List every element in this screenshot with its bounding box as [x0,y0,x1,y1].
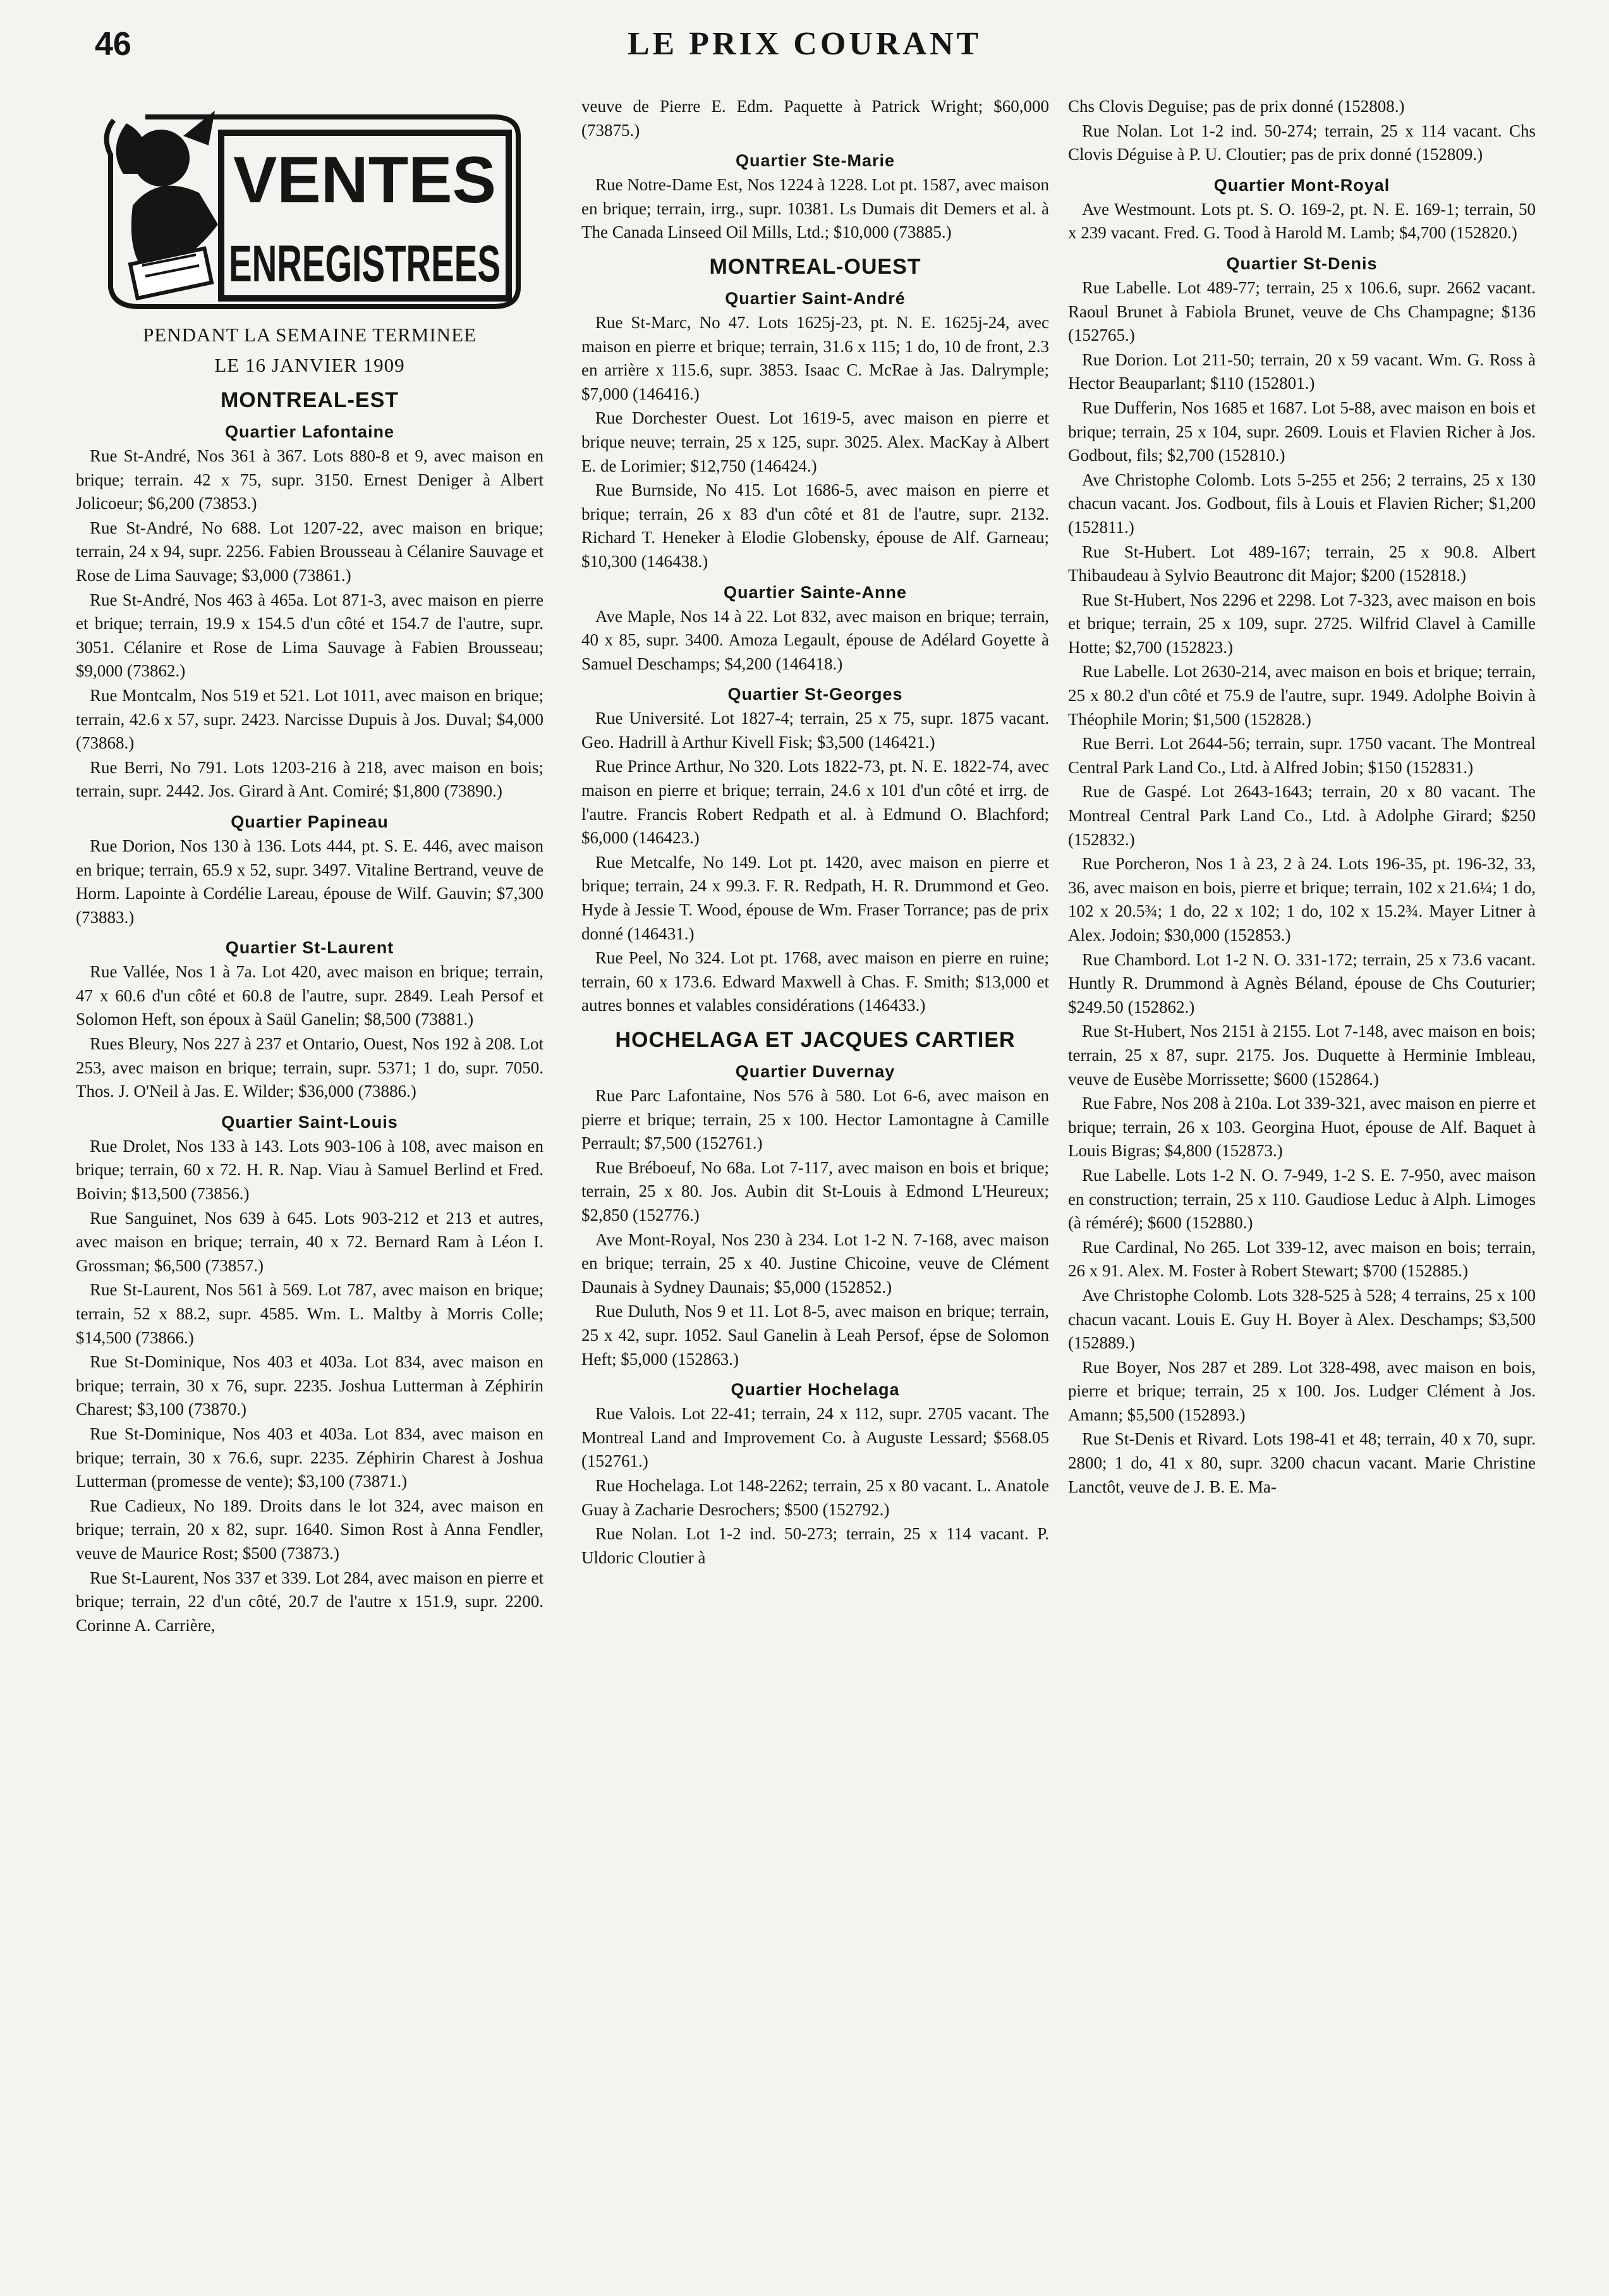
sale-entry: Rue St-Denis et Rivard. Lots 198-41 et 48; terrain, 40 x 70, supr. 2800; 1 do, 41 x 80, supr. 3200 chacun vacant. Marie Christine Lanctôt, veuve de J. B. E. Ma- [1068,1429,1536,1496]
sale-entry: Rue Nolan. Lot 1-2 ind. 50-273; terrain, 25 x 114 vacant. P. Uldoric Cloutier à [581,1524,1049,1567]
sale-entry: Rue Dorion, Nos 130 à 136. Lots 444, pt. S. E. 446, avec maison en brique; terrain, 65.9 x 52, supr. 3497. Vitaline Bertrand, veuve de Horm. Lapointe à Cordélie Lareau, épouse de Wilf. Gauvin; $7,300 (73883.) [76,836,543,927]
sale-entry-continued: veuve de Pierre E. Edm. Paquette à Patrick Wright; $60,000 (73875.) [581,97,1049,140]
district-heading: Quartier Mont-Royal [1213,175,1390,195]
sale-entry: Rue Labelle. Lots 1-2 N. O. 7-949, 1-2 S. E. 7-950, avec maison en construction; terrain, 25 x 110. Gaudiose Leduc à Alph. Limoges (à réméré); $600 (152880.) [1068,1165,1536,1233]
period-line-2: LE 16 JANVIER 1909 [214,354,405,376]
sale-entry: Rue St-André, No 688. Lot 1207-22, avec maison en brique; terrain, 24 x 94, supr. 2256. Fabien Brousseau à Célanire Sauvage et Rose de Lima Sauvage; $3,000 (73861.) [76,518,543,585]
column-1-body [76,387,543,1637]
sale-entry: Rue Université. Lot 1827-4; terrain, 25 x 75, supr. 1875 vacant. Geo. Hadrill à Arthur Kivell Fisk; $3,500 (146421.) [581,709,1049,752]
sale-entry: Rue Labelle. Lot 2630-214, avec maison en bois et brique; terrain, 25 x 80.2 d'un côté et 75.9 de l'autre, supr. 1949. Adolphe Boivin à Théophile Morin; $1,500 (152828.) [1068,662,1536,729]
sale-entry: Rue Berri. Lot 2644-56; terrain, supr. 1750 vacant. The Montreal Central Park Land Co., Ltd. à Alfred Jobin; $150 (152831.) [1068,734,1536,777]
sale-entry: Rue Porcheron, Nos 1 à 23, 2 à 24. Lots 196-35, pt. 196-32, 33, 36, avec maison en bois, pierre et brique; terrain, 102 x 21.6¼; 1 do, 102 x 20.5¾; 1 do, 22 x 102; 1 do, 102 x 15.2¾. Mayer Litner à Alex. Jodoin; $30,000 (152853.) [1068,854,1536,944]
district-heading: Quartier Ste-Marie [735,151,896,171]
sale-entry: Rue St-Hubert, Nos 2296 et 2298. Lot 7-323, avec maison en bois et brique; terrain, 25 x 109, supr. 2725. Wilfrid Clavel à Camille Hotte; $2,700 (152823.) [1068,590,1536,657]
writing-hand-icon [88,98,531,316]
section-heading: HOCHELAGA ET JACQUES CARTIER [615,1028,1016,1052]
sale-entry: Rue Montcalm, Nos 519 et 521. Lot 1011, avec maison en brique; terrain, 42.6 x 57, supr. 2423. Narcisse Dupuis à Jos. Duval; $4,000 (73868.) [76,685,543,753]
sale-entry: Rue Peel, No 324. Lot pt. 1768, avec maison en pierre en ruine; terrain, 60 x 173.6. Edward Maxwell à Chas. F. Smith; $13,000 et autres bonnes et valables considérations (146433.) [581,948,1049,1015]
running-title: LE PRIX COURANT [627,26,982,62]
sale-entry: Ave Mont-Royal, Nos 230 à 234. Lot 1-2 N. 7-168, avec maison en brique; terrain, 25 x 40. Justine Chicoine, veuve de Clément Daunais à Sydney Daunais; $5,000 (152852.) [581,1230,1049,1297]
column-3 [1068,95,1536,2276]
sale-entry: Rue St-Marc, No 47. Lots 1625j-23, pt. N. E. 1625j-24, avec maison en pierre et brique; terrain, 31.6 x 115; 1 do, 10 de front, 2.3 en arrière x 115.6, supr. 3853. Isaac C. McRae à Jas. Dalrymple; $7,000 (146416.) [581,312,1049,403]
sale-entry: Ave Maple, Nos 14 à 22. Lot 832, avec maison en brique; terrain, 40 x 85, supr. 3400. Amoza Legault, épouse de Adélard Goyette à Samuel Deschamps; $4,200 (146418.) [581,606,1049,673]
sale-entry: Rue Chambord. Lot 1-2 N. O. 331-172; terrain, 25 x 73.6 vacant. Huntly R. Drummond à Agnès Béland, épouse de Chs Couturier; $249.50 (152862.) [1068,950,1536,1017]
sale-entry: Rue Drolet, Nos 133 à 143. Lots 903-106 à 108, avec maison en brique; terrain, 60 x 72. H. R. Nap. Viau à Samuel Berlind et Fred. Boivin; $13,500 (73856.) [76,1136,543,1204]
sale-entry: Rue Labelle. Lot 489-77; terrain, 25 x 106.6, supr. 2662 vacant. Raoul Brunet à Fabiola Brunet, veuve de Chs Champagne; $136 (152765.) [1068,278,1536,345]
sale-entry: Rue Nolan. Lot 1-2 ind. 50-274; terrain, 25 x 114 vacant. Chs Clovis Déguise à P. U. Cloutier; pas de prix donné (152809.) [1068,121,1536,164]
section-heading: MONTREAL-OUEST [709,254,921,279]
district-heading: Quartier Hochelaga [731,1380,900,1400]
sale-entry: Rue Vallée, Nos 1 à 7a. Lot 420, avec maison en brique; terrain, 47 x 60.6 d'un côté et 60.8 de l'autre, supr. 2849. Leah Persof et Solomon Heft, son époux à Saül Ganelin; $8,500 (73881.) [76,962,543,1029]
sale-entry: Rue Metcalfe, No 149. Lot pt. 1420, avec maison en pierre et brique; terrain, 24 x 99.3. F. R. Redpath, H. R. Drummond et Geo. Hyde à Jessie T. Wood, épouse de Wm. Fraser Torrance; pas de prix donné (146431.) [581,852,1049,943]
sale-entry: Rue Notre-Dame Est, Nos 1224 à 1228. Lot pt. 1587, avec maison en brique; terrain, irrg., supr. 10381. Ls Dumais dit Demers et al. à The Canada Linseed Oil Mills, Ltd.; $10,000 (73885.) [581,175,1049,242]
page-number: 46 [95,26,131,63]
sale-entry: Rue Cadieux, No 189. Droits dans le lot 324, avec maison en brique; terrain, 20 x 82, supr. 1640. Simon Rost à Anna Fendler, veuve de Maurice Rost; $500 (73873.) [76,1496,543,1563]
sale-entry: Rue Valois. Lot 22-41; terrain, 24 x 112, supr. 2705 vacant. The Montreal Land and Improvement Co. à Auguste Lessard; $568.05 (152761.) [581,1404,1049,1471]
sale-entry: Rue Sanguinet, Nos 639 à 645. Lots 903-212 et 213 et autres, avec maison en brique; terrain, 40 x 72. Bernard Ram à Léon I. Grossman; $6,500 (73857.) [76,1208,543,1275]
logo-line-2: ENREGISTREES [229,235,501,293]
section-heading: MONTREAL-EST [220,388,399,412]
sale-entry: Rue Dorchester Ouest. Lot 1619-5, avec maison en pierre et brique neuve; terrain, 25 x 125, supr. 3025. Alex. MacKay à Albert E. de Lorimier; $12,750 (146424.) [581,408,1049,475]
sale-entry: Rue St-André, Nos 463 à 465a. Lot 871-3, avec maison en pierre et brique; terrain, 19.9 x 154.5 d'un côté et 154.7 de l'autre, supr. 3051. Célanire et Rose de Lima Sauvage à Fabien Brousseau; $9,000 (73862.) [76,590,543,681]
sale-entry: Rue Dufferin, Nos 1685 et 1687. Lot 5-88, avec maison en bois et brique; terrain, 25 x 104, supr. 2609. Louis et Flavien Richer à Jos. Godbout, fils; $2,700 (152810.) [1068,398,1536,465]
sale-entry: Rue Hochelaga. Lot 148-2262; terrain, 25 x 80 vacant. L. Anatole Guay à Zacharie Desrochers; $500 (152792.) [581,1475,1049,1519]
sale-entry: Rue St-Hubert, Nos 2151 à 2155. Lot 7-148, avec maison en bois; terrain, 25 x 87, supr. 2175. Jos. Duquette à Herminie Imbleau, veuve de Eusèbe Morrissette; $600 (152864.) [1068,1022,1536,1089]
district-heading: Quartier Papineau [231,812,389,831]
district-heading: Quartier St-Laurent [225,938,394,958]
sale-entry: Rue St-Laurent, Nos 561 à 569. Lot 787, avec maison en brique; terrain, 52 x 88.2, supr. 4585. Wm. L. Maltby à Morris Colle; $14,500 (73866.) [76,1280,543,1347]
column-1 [76,95,543,2276]
sale-entry: Rue Boyer, Nos 287 et 289. Lot 328-498, avec maison en bois, pierre et brique; terrain, 25 x 100. Jos. Ludger Clément à Jos. Amann; $5,500 (152893.) [1068,1357,1536,1424]
district-heading: Quartier Sainte-Anne [723,582,908,602]
sale-entry: Rue Duluth, Nos 9 et 11. Lot 8-5, avec maison en brique; terrain, 25 x 42, supr. 1052. Saul Ganelin à Leah Persof, épse de Solomon Heft; $5,000 (152863.) [581,1302,1049,1369]
period-line-1: PENDANT LA SEMAINE TERMINEE [143,324,477,346]
column-2 [581,95,1049,2276]
sale-entry: Rue St-Hubert. Lot 489-167; terrain, 25 x 90.8. Albert Thibaudeau à Sylvio Beautronc dit Major; $200 (152818.) [1068,542,1536,585]
sale-entry: Rue Parc Lafontaine, Nos 576 à 580. Lot 6-6, avec maison en pierre et brique; terrain, 25 x 100. Hector Lamontagne à Camille Perrault; $7,500 (152761.) [581,1086,1049,1153]
district-heading: Quartier Lafontaine [224,422,395,441]
sale-entry: Rue Cardinal, No 265. Lot 339-12, avec maison en bois; terrain, 26 x 91. Alex. M. Foster à Robert Stewart; $700 (152885.) [1068,1237,1536,1281]
district-heading: Quartier Saint-André [725,288,906,308]
district-heading: Quartier St-Georges [727,685,903,704]
sale-entry: Rue St-Laurent, Nos 337 et 339. Lot 284, avec maison en pierre et brique; terrain, 22 d'un côté, 20.7 de l'autre x 151.9, supr. 2200. Corinne A. Carrière, [76,1568,543,1635]
district-heading: Quartier Saint-Louis [221,1112,398,1132]
sale-entry: Ave Westmount. Lots pt. S. O. 169-2, pt. N. E. 169-1; terrain, 50 x 239 vacant. Fred. G. Tood à Harold M. Lamb; $4,700 (152820.) [1068,199,1536,243]
sale-entry: Rue Prince Arthur, No 320. Lots 1822-73, pt. N. E. 1822-74, avec maison en pierre et brique; terrain, 24.6 x 101 d'un côté et irrg. de l'autre. Francis Robert Redpath et al. à Edmund O. Blachford; $6,000 (146423.) [581,757,1049,848]
sale-entry: Rue Berri, No 791. Lots 1203-216 à 218, avec maison en bois; terrain, supr. 2442. Jos. Girard à Ant. Comiré; $1,800 (73890.) [76,757,543,801]
sale-entry: Rue Bréboeuf, No 68a. Lot 7-117, avec maison en bois et brique; terrain, 25 x 80. Jos. Aubin dit St-Louis à Edmond L'Heureux; $2,850 (152776.) [581,1157,1049,1224]
district-heading: Quartier Duvernay [735,1062,896,1081]
sale-entry: Ave Christophe Colomb. Lots 5-255 et 256; 2 terrains, 25 x 130 chacun vacant. Jos. Godbout, fils à Louis et Flavien Richer; $1,200 (152811.) [1068,470,1536,537]
column-2-body [581,95,1049,1570]
column-3-body [1068,95,1536,1499]
district-heading: Quartier St-Denis [1226,253,1378,273]
sale-entry: Rue St-Dominique, Nos 403 et 403a. Lot 834, avec maison en brique; terrain, 30 x 76.6, supr. 2235. Zéphirin Charest à Joshua Lutterman (promesse de vente); $3,100 (73871.) [76,1424,543,1491]
sale-entry: Rue St-André, Nos 361 à 367. Lots 880-8 et 9, avec maison en brique; terrain. 42 x 75, supr. 3150. Ernest Deniger à Albert Jolicoeur; $6,200 (73853.) [76,446,543,513]
sale-entry: Ave Christophe Colomb. Lots 328-525 à 528; 4 terrains, 25 x 100 chacun vacant. Louis E. Guy H. Boyer à Alex. Deschamps; $3,500 (152889.) [1068,1285,1536,1353]
sale-entry: Rue Dorion. Lot 211-50; terrain, 20 x 59 vacant. Wm. G. Ross à Hector Beauparlant; $110 (152801.) [1068,350,1536,393]
sale-entry: Rue de Gaspé. Lot 2643-1643; terrain, 20 x 80 vacant. The Montreal Central Park Land Co., Ltd. à Adolphe Girard; $250 (152832.) [1068,782,1536,849]
sale-entry: Rues Bleury, Nos 227 à 237 et Ontario, Ouest, Nos 192 à 208. Lot 253, avec maison en brique; terrain, supr. 5371; 1 do, supr. 7050. Thos. J. O'Neil à Jas. E. Wilder; $36,000 (73886.) [76,1034,543,1101]
sale-entry: Rue St-Dominique, Nos 403 et 403a. Lot 834, avec maison en brique; terrain, 30 x 76, supr. 2235. Joshua Lutterman à Zéphirin Charest; $3,100 (73870.) [76,1352,543,1419]
sale-entry-continued: Chs Clovis Deguise; pas de prix donné (152808.) [1068,97,1405,116]
logo-line-1: VENTES [233,144,497,217]
sale-entry: Rue Burnside, No 415. Lot 1686-5, avec maison en pierre et brique; terrain, 26 x 83 d'un côté et 81 de l'autre, supr. 2132. Richard T. Heneker à Elodie Globensky, épouse de Alf. Garneau; $10,300 (146438.) [581,480,1049,571]
sale-entry: Rue Fabre, Nos 208 à 210a. Lot 339-321, avec maison en pierre et brique; terrain, 26 x 103. Georgina Huot, épouse de Alf. Baquet à Louis Bigras; $4,800 (152873.) [1068,1094,1536,1161]
